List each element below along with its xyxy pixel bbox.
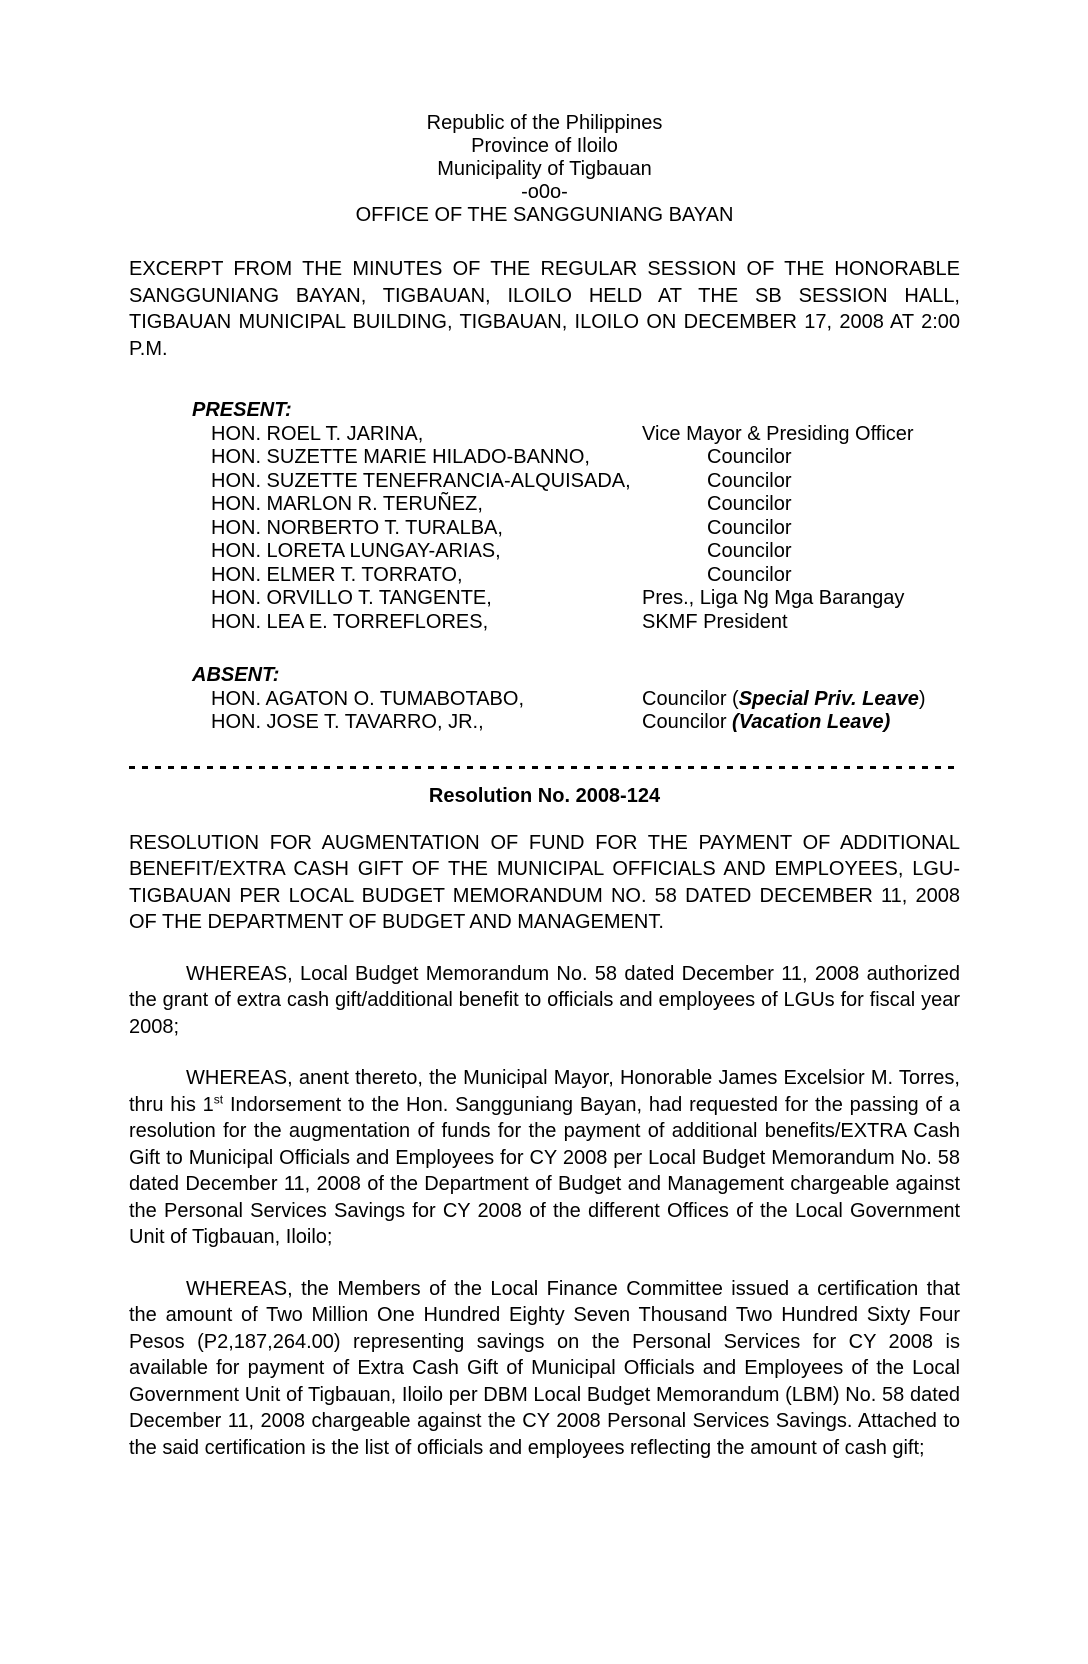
attendee-name: HON. SUZETTE MARIE HILADO-BANNO, [211, 446, 590, 468]
attendee-name: HON. SUZETTE TENEFRANCIA-ALQUISADA, [211, 469, 631, 492]
attendee-name: HON. ELMER T. TORRATO, [211, 563, 463, 586]
ordinal-superscript: st [213, 1091, 224, 1106]
attendee-name: HON. AGATON O. TUMABOTABO, [211, 687, 525, 710]
attendee-position: Councilor [707, 446, 792, 468]
absent-row [211, 688, 960, 712]
present-row [211, 611, 960, 635]
attendee-position: Councilor [707, 469, 792, 492]
attendee-name: HON. MARLON R. TERUÑEZ, [211, 493, 483, 515]
whereas-paragraph-2 [129, 1065, 960, 1251]
present-row [211, 446, 960, 470]
attendee-position: Councilor [707, 516, 792, 539]
attendee-name: HON. ORVILLO T. TANGENTE, [211, 587, 492, 609]
attendee-position [642, 688, 960, 712]
header-ornament-line: -o0o- [521, 181, 568, 203]
attendee-name: HON. JOSE T. TAVARRO, JR., [211, 711, 484, 733]
attendee-position: Pres., Liga Ng Mga Barangay [642, 587, 905, 609]
attendee-position: Councilor [707, 563, 792, 586]
present-row [211, 540, 960, 564]
position-suffix: ) [918, 687, 926, 710]
position-leave-note: Special Priv. Leave [738, 687, 919, 710]
attendee-position [642, 711, 960, 735]
present-heading: PRESENT: [192, 399, 292, 421]
whereas-paragraph-3: WHEREAS, the Members of the Local Finance Committee issued a certification that the amount of Two Million One Hundred Eighty Seven Thousand Two Hundred Sixty Four Pesos (P2,187,264.00) representing savings on the Personal Services for CY 2008 is available for payment of Extra Cash Gift of Municipal Officials and Employees of the Local Government Unit of Tigbauan, Iloilo per DBM Local Budget Memorandum (LBM) No. 58 dated December 11, 2008 chargeable against the CY 2008 Personal Services Savings. Attached to the said certification is the list of officials and employees reflecting the amount of cash gift; [129, 1277, 960, 1459]
attendee-name: HON. ROEL T. JARINA, [211, 422, 424, 445]
present-row [211, 493, 960, 517]
present-row [211, 517, 960, 541]
header-republic-line: Republic of the Philippines [426, 112, 663, 134]
position-prefix: Councilor [642, 711, 733, 733]
present-row [211, 423, 960, 447]
present-row [211, 470, 960, 494]
attendee-name: HON. LEA E. TORREFLORES, [211, 610, 489, 633]
absent-heading: ABSENT: [192, 664, 280, 686]
document-header [129, 112, 960, 227]
attendee-position: Vice Mayor & Presiding Officer [642, 422, 914, 445]
header-province-line: Province of Iloilo [471, 135, 618, 157]
attendee-name: HON. LORETA LUNGAY-ARIAS, [211, 540, 501, 562]
attendee-position: Councilor [707, 493, 792, 515]
whereas-paragraph-1: WHEREAS, Local Budget Memorandum No. 58 dated December 11, 2008 authorized the grant of extra cash gift/additional benefit to officials and employees of LGUs for fiscal year 2008; [129, 962, 960, 1038]
dashed-divider [129, 766, 960, 769]
absent-section [129, 664, 960, 735]
resolution-title-paragraph: RESOLUTION FOR AUGMENTATION OF FUND FOR THE PAYMENT OF ADDITIONAL BENEFIT/EXTRA CASH GIFT OF THE MUNICIPAL OFFICIALS AND EMPLOYEES, LGU-TIGBAUAN PER LOCAL BUDGET MEMORANDUM NO. 58 DATED DECEMBER 11, 2008 OF THE DEPARTMENT OF BUDGET AND MANAGEMENT. [129, 831, 960, 933]
header-municipality-line: Municipality of Tigbauan [437, 158, 652, 180]
absent-row [211, 711, 960, 735]
excerpt-paragraph: EXCERPT FROM THE MINUTES OF THE REGULAR SESSION OF THE HONORABLE SANGGUNIANG BAYAN, TIGBAUAN, ILOILO HELD AT THE SB SESSION HALL, TIGBAUAN MUNICIPAL BUILDING, TIGBAUAN, ILOILO ON DECEMBER 17, 2008 AT 2:00 P.M. [129, 258, 960, 360]
whereas-2-text-start: WHEREAS, anent thereto, the Municipal Mayor, Honorable James Excelsior M. Torres, thru his 1 [129, 1067, 960, 1116]
header-office-line: OFFICE OF THE SANGGUNIANG BAYAN [355, 204, 734, 226]
whereas-2-text-end: Indorsement to the Hon. Sangguniang Bayan, had requested for the passing of a resolution for the augmentation of funds for the payment of additional benefits/EXTRA Cash Gift to Municipal Officials and Employees for CY 2008 per Local Budget Memorandum No. 58 dated December 11, 2008 of the Department of Budget and Management chargeable against the Personal Services Savings for CY 2008 of the different Offices of the Local Government Unit of Tigbauan, Iloilo; [129, 1093, 961, 1248]
attendee-position: SKMF President [642, 610, 788, 633]
attendee-position: Councilor [707, 540, 792, 562]
present-section [129, 399, 960, 634]
present-row [211, 587, 960, 611]
present-row [211, 564, 960, 588]
attendee-name: HON. NORBERTO T. TURALBA, [211, 516, 503, 539]
position-prefix: Councilor ( [642, 687, 739, 710]
resolution-number-heading: Resolution No. 2008-124 [428, 784, 661, 807]
position-leave-note: (Vacation Leave) [732, 711, 891, 733]
